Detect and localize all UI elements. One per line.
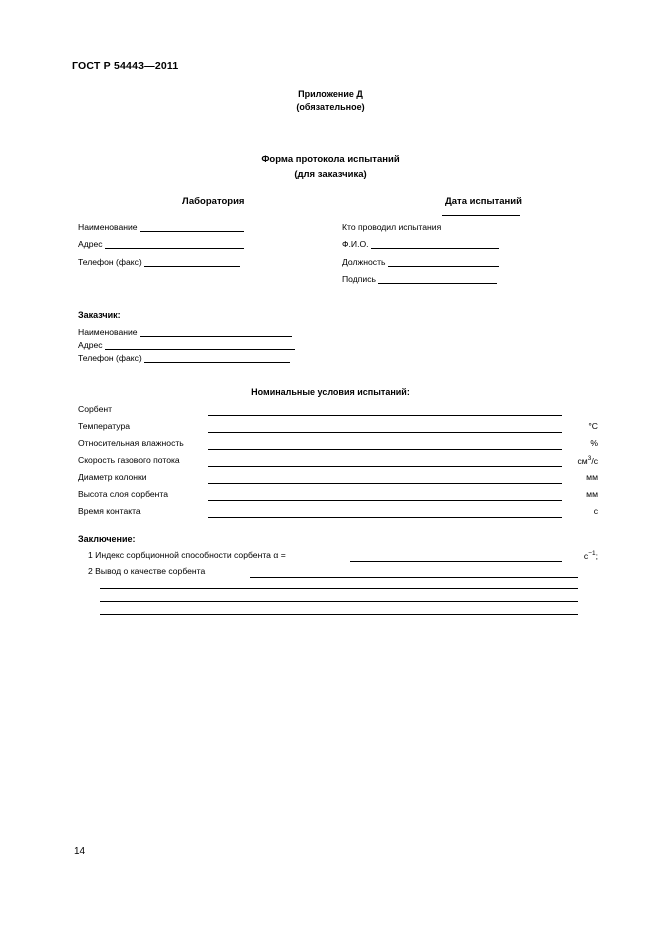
condition-row-gas-flow[interactable] — [78, 455, 598, 469]
conclusion-item-1-rule[interactable] — [350, 561, 562, 562]
lab-phone-label: Телефон (факс) — [78, 257, 142, 267]
condition-rule[interactable] — [208, 415, 562, 416]
condition-rule[interactable] — [208, 500, 562, 501]
unit-superscript: −1 — [588, 550, 596, 557]
conclusion-blank-line[interactable] — [100, 588, 578, 589]
customer-heading: Заказчик: — [78, 310, 121, 320]
customer-name-field[interactable] — [78, 327, 292, 337]
condition-unit: мм — [586, 489, 598, 499]
position-rule[interactable] — [388, 257, 499, 267]
condition-row-sorbent-layer-height[interactable] — [78, 489, 598, 503]
fio-field[interactable] — [342, 239, 499, 249]
condition-label: Температура — [78, 421, 131, 431]
condition-unit: °С — [588, 421, 598, 431]
condition-unit: мм — [586, 472, 598, 482]
conclusion-item-1-unit — [584, 550, 598, 561]
customer-phone-label: Телефон (факс) — [78, 353, 142, 363]
signature-field[interactable] — [342, 274, 497, 284]
customer-name-rule[interactable] — [140, 327, 292, 337]
conclusion-blank-line[interactable] — [100, 601, 578, 602]
condition-unit: с — [593, 506, 598, 516]
condition-label: Сорбент — [78, 404, 113, 414]
test-date-rule[interactable] — [442, 215, 520, 216]
condition-label: Диаметр колонки — [78, 472, 147, 482]
lab-name-label: Наименование — [78, 222, 138, 232]
signature-label: Подпись — [342, 274, 377, 284]
conclusion-blank-line[interactable] — [100, 614, 578, 615]
customer-phone-rule[interactable] — [144, 353, 290, 363]
unit-superscript: 3 — [587, 455, 592, 462]
unit-pre: см — [577, 455, 588, 466]
condition-label: Скорость газового потока — [78, 455, 180, 465]
unit-post: /с — [591, 455, 598, 466]
condition-label: Время контакта — [78, 506, 141, 516]
fio-label: Ф.И.О. — [342, 239, 369, 249]
condition-unit — [577, 455, 598, 466]
lab-address-label: Адрес — [78, 239, 103, 249]
condition-unit: % — [590, 438, 598, 448]
appendix-heading — [0, 88, 661, 114]
condition-rule[interactable] — [208, 432, 562, 433]
condition-rule[interactable] — [208, 466, 562, 467]
condition-row-humidity[interactable] — [78, 438, 598, 452]
condition-label: Относительная влажность — [78, 438, 184, 448]
customer-phone-field[interactable] — [78, 353, 290, 363]
form-title-line-1: Форма протокола испытаний — [261, 154, 400, 165]
conclusion-item-2-rule[interactable] — [250, 577, 578, 578]
customer-address-rule[interactable] — [105, 340, 295, 350]
conclusion-item-2-label: 2 Вывод о качестве сорбента — [88, 566, 206, 576]
condition-row-sorbent[interactable] — [78, 404, 598, 418]
condition-rule[interactable] — [208, 449, 562, 450]
who-ran-tests-field — [342, 222, 441, 232]
customer-name-label: Наименование — [78, 327, 138, 337]
form-title-line-2: (для заказчика) — [294, 169, 367, 180]
conclusion-heading: Заключение: — [78, 534, 136, 544]
lab-name-field[interactable] — [78, 222, 244, 232]
lab-address-rule[interactable] — [105, 239, 244, 249]
standard-header: ГОСТ Р 54443—2011 — [72, 60, 179, 72]
position-field[interactable] — [342, 257, 499, 267]
position-label: Должность — [342, 257, 386, 267]
customer-address-label: Адрес — [78, 340, 103, 350]
lab-phone-field[interactable] — [78, 257, 240, 267]
signature-rule[interactable] — [378, 274, 497, 284]
unit-post: ; — [595, 550, 598, 561]
lab-address-field[interactable] — [78, 239, 244, 249]
appendix-line-1: Приложение Д — [298, 89, 363, 99]
condition-row-column-diameter[interactable] — [78, 472, 598, 486]
condition-rule[interactable] — [208, 517, 562, 518]
who-ran-tests-label: Кто проводил испытания — [342, 222, 442, 232]
conclusion-item-2[interactable] — [88, 566, 598, 580]
condition-row-temperature[interactable] — [78, 421, 598, 435]
condition-row-contact-time[interactable] — [78, 506, 598, 520]
lab-phone-rule[interactable] — [144, 257, 240, 267]
fio-rule[interactable] — [371, 239, 499, 249]
nominal-conditions-heading: Номинальные условия испытаний: — [251, 387, 410, 397]
form-title — [0, 152, 661, 182]
conclusion-item-1[interactable] — [88, 550, 598, 564]
condition-label: Высота слоя сорбента — [78, 489, 169, 499]
customer-address-field[interactable] — [78, 340, 295, 350]
appendix-line-2: (обязательное) — [296, 102, 365, 112]
unit-pre: с — [583, 550, 589, 561]
lab-name-rule[interactable] — [140, 222, 244, 232]
conclusion-item-1-label: 1 Индекс сорбционной способности сорбента α = — [88, 550, 286, 560]
test-date-heading: Дата испытаний — [445, 196, 522, 207]
condition-rule[interactable] — [208, 483, 562, 484]
laboratory-heading: Лаборатория — [182, 196, 245, 207]
page-number: 14 — [74, 846, 86, 857]
